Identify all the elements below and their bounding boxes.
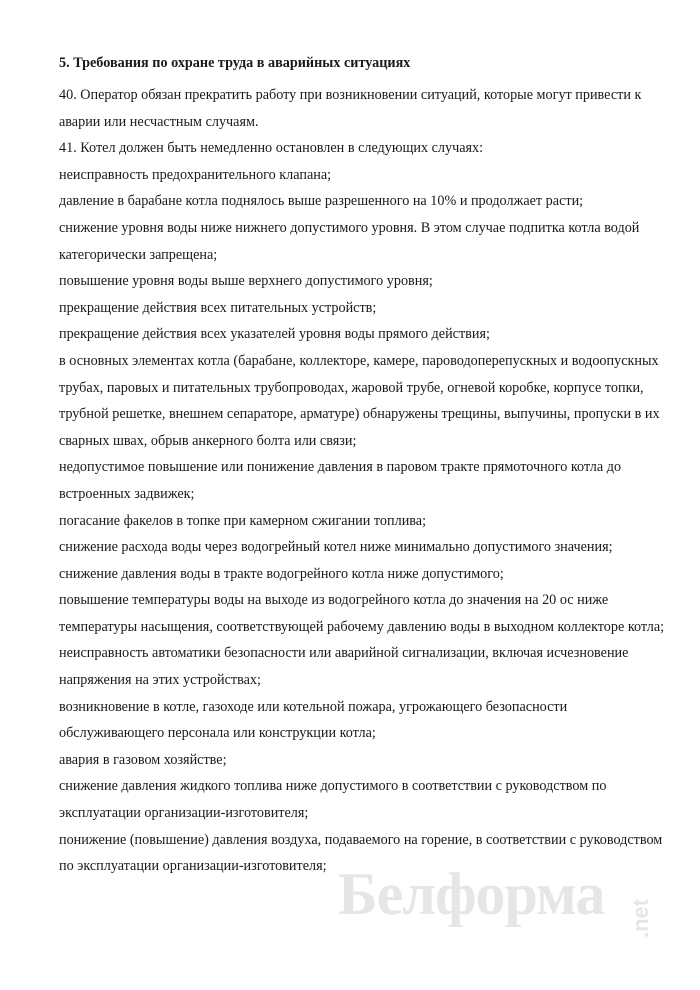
text-line: повышение температуры воды на выходе из водогрейного котла до значения на 20 ос ниже bbox=[59, 592, 609, 609]
text-line: снижение давления воды в тракте водогрейного котла ниже допустимого; bbox=[59, 565, 504, 582]
text-line: снижение расхода воды через водогрейный котел ниже минимально допустимого значения; bbox=[59, 539, 613, 556]
text-line: недопустимое повышение или понижение давления в паровом тракте прямоточного котла до bbox=[59, 459, 622, 476]
text-line: неисправность предохранительного клапана; bbox=[59, 166, 332, 183]
watermark-domain: .net bbox=[628, 898, 653, 938]
text-line: напряжения на этих устройствах; bbox=[59, 672, 261, 689]
text-line: снижение давления жидкого топлива ниже допустимого в соответствии с руководством по bbox=[59, 778, 607, 795]
text-line: понижение (повышение) давления воздуха, подаваемого на горение, в соответствии с руководством bbox=[59, 831, 663, 848]
text-line: погасание факелов в топке при камерном сжигании топлива; bbox=[59, 512, 427, 529]
section-heading: 5. Требования по охране труда в аварийных ситуациях bbox=[59, 55, 411, 71]
watermark-logo: Белформа bbox=[338, 861, 605, 927]
text-line: прекращение действия всех указателей уровня воды прямого действия; bbox=[59, 326, 490, 343]
text-line: снижение уровня воды ниже нижнего допустимого уровня. В этом случае подпитка котла водой bbox=[59, 219, 640, 236]
text-line: по эксплуатации организации-изготовителя; bbox=[59, 858, 327, 875]
text-line: в основных элементах котла (барабане, коллекторе, камере, пароводоперепускных и водоопускных bbox=[59, 352, 659, 369]
text-line: возникновение в котле, газоходе или котельной пожара, угрожающего безопасности bbox=[59, 698, 568, 715]
text-line: эксплуатации организации-изготовителя; bbox=[59, 805, 309, 822]
text-line: встроенных задвижек; bbox=[59, 485, 195, 502]
text-line: повышение уровня воды выше верхнего допустимого уровня; bbox=[59, 273, 433, 290]
text-line: температуры насыщения, соответствующей рабочему давлению воды в выходном коллекторе котла; bbox=[59, 618, 665, 635]
text-line: прекращение действия всех питательных устройств; bbox=[59, 299, 377, 316]
text-line: авария в газовом хозяйстве; bbox=[59, 751, 227, 768]
text-line: категорически запрещена; bbox=[59, 246, 218, 263]
document-body bbox=[59, 82, 665, 880]
text-line: давление в барабане котла поднялось выше разрешенного на 10% и продолжает расти; bbox=[59, 193, 584, 210]
text-line: сварных швах, обрыв анкерного болта или связи; bbox=[59, 432, 357, 449]
text-line: трубной решетке, внешнем сепараторе, арматуре) обнаружены трещины, выпучины, пропуски в их bbox=[59, 406, 660, 423]
text-line: обслуживающего персонала или конструкции котла; bbox=[59, 725, 376, 742]
text-line: неисправность автоматики безопасности или аварийной сигнализации, включая исчезновение bbox=[59, 645, 629, 662]
text-line: 40. Оператор обязан прекратить работу при возникновении ситуаций, которые могут привести к bbox=[59, 87, 642, 103]
text-line: аварии или несчастным случаям. bbox=[59, 113, 259, 130]
text-line: трубах, паровых и питательных трубопроводах, жаровой трубе, огневой коробке, корпусе топки, bbox=[59, 379, 644, 396]
text-line: 41. Котел должен быть немедленно остановлен в следующих случаях: bbox=[59, 140, 484, 157]
